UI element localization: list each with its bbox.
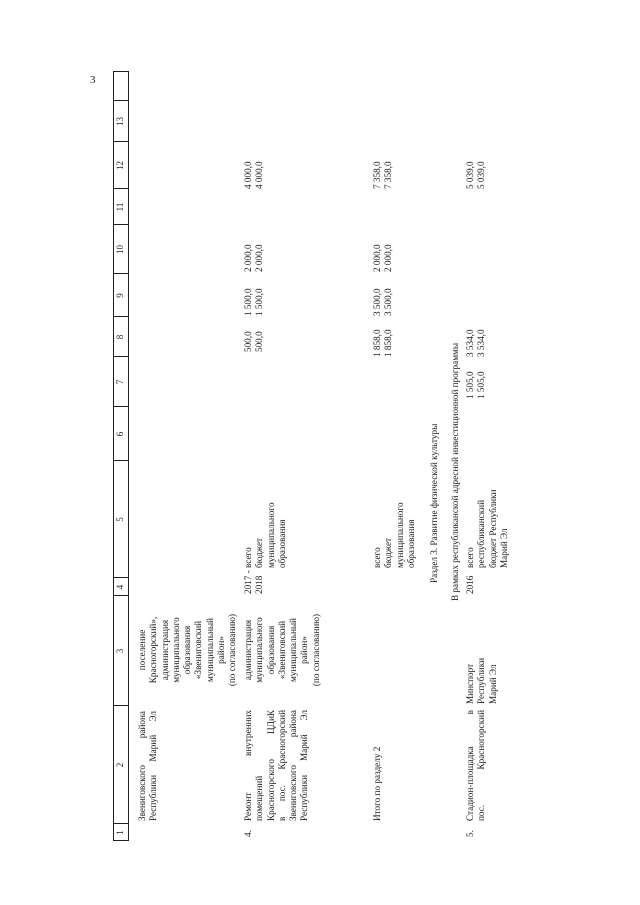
row4-object-name: Ремонт внутренних помещений Красногорского ЦДиК в пос. Красногорский Звениговского района Республики Марий Эл: [243, 710, 310, 821]
col-header-number: 2: [115, 762, 125, 768]
table-top-border: [113, 71, 114, 841]
total2-budget-c12: 7 358,0: [383, 161, 393, 189]
row4-budget-c9: 1 500,0: [254, 288, 264, 316]
row4-total-c8: 500,0: [243, 331, 253, 352]
row4-total-c10: 2 000,0: [243, 244, 253, 272]
row5-total-c12: 5 039,0: [465, 161, 475, 189]
col-header-number: 12: [115, 161, 125, 170]
row4-customer: администрация муниципального образования «Звениговский муниципальный район» (по согласованию): [243, 613, 321, 687]
header-bottom-border: [128, 71, 129, 841]
row5-total-c8: 3 534,0: [465, 329, 475, 357]
col-header-number: 8: [115, 334, 125, 340]
row4-total-c9: 1 500,0: [243, 288, 253, 316]
row5-budget-c7: 1 505,0: [476, 371, 486, 399]
row4-budget-c10: 2 000,0: [254, 244, 264, 272]
row-number: 4.: [243, 830, 253, 837]
row4-budget-c8: 500,0: [254, 331, 264, 352]
col-header-number: 11: [115, 202, 125, 212]
col-header-number: 1: [115, 830, 125, 835]
col-divider: [113, 71, 128, 72]
section3-subtitle: В рамках республиканской адресной инвестиционной программы: [450, 342, 460, 601]
col-header-number: 5: [115, 517, 125, 522]
total2-budget-c10: 2 000,0: [383, 244, 393, 272]
col-header-number: 4: [115, 584, 125, 590]
row5-funding-source: всего республиканский бюджет Республики Марий Эл: [465, 489, 509, 568]
row4-funding-source: всего бюджет муниципального образования: [243, 502, 287, 568]
col-header-number: 9: [115, 293, 125, 298]
section2-total-label: Итого по разделу 2: [372, 746, 382, 821]
total2-all-c12: 7 358,0: [372, 161, 382, 189]
row4-budget-c12: 4 000,0: [254, 161, 264, 189]
section3-title: Раздел 3. Развитие физической культуры: [429, 423, 439, 583]
row4-total-c12: 4 000,0: [243, 161, 253, 189]
page-number: 3: [90, 74, 96, 86]
investment-table: [113, 71, 640, 841]
row5-year: 2016: [465, 575, 475, 594]
col-header-number: 7: [115, 379, 125, 385]
continued-row-col2: Звениговского района Республики Марий Эл: [137, 711, 159, 821]
total2-budget-c9: 3 500,0: [383, 288, 393, 316]
col-header-number: 3: [115, 648, 125, 654]
row5-customer: Минспорт Республики Марий Эл: [465, 657, 498, 704]
continued-row-col3: поселение Красногорский», администрация муниципального образования «Звениговский муниципальный район» (по согласованию): [137, 613, 238, 687]
row5-object-name: Стадион-площадка в пос. Красногорский: [465, 710, 487, 821]
row4-years: 2017 - 2018: [243, 570, 265, 594]
col-header-number: 10: [115, 245, 125, 254]
total2-all-c10: 2 000,0: [372, 244, 382, 272]
total2-all-c8: 1 858,0: [372, 329, 382, 357]
total2-budget-c8: 1 858,0: [383, 329, 393, 357]
row-number: 5.: [465, 830, 475, 837]
total2-funding-source: всего бюджет муниципального образования: [372, 502, 416, 568]
row5-budget-c8: 3 534,0: [476, 329, 486, 357]
row5-budget-c12: 5 039,0: [476, 161, 486, 189]
total2-all-c9: 3 500,0: [372, 288, 382, 316]
col-header-number: 6: [115, 431, 125, 437]
col-header-number: 13: [115, 117, 125, 126]
row5-total-c7: 1 505,0: [465, 371, 475, 399]
